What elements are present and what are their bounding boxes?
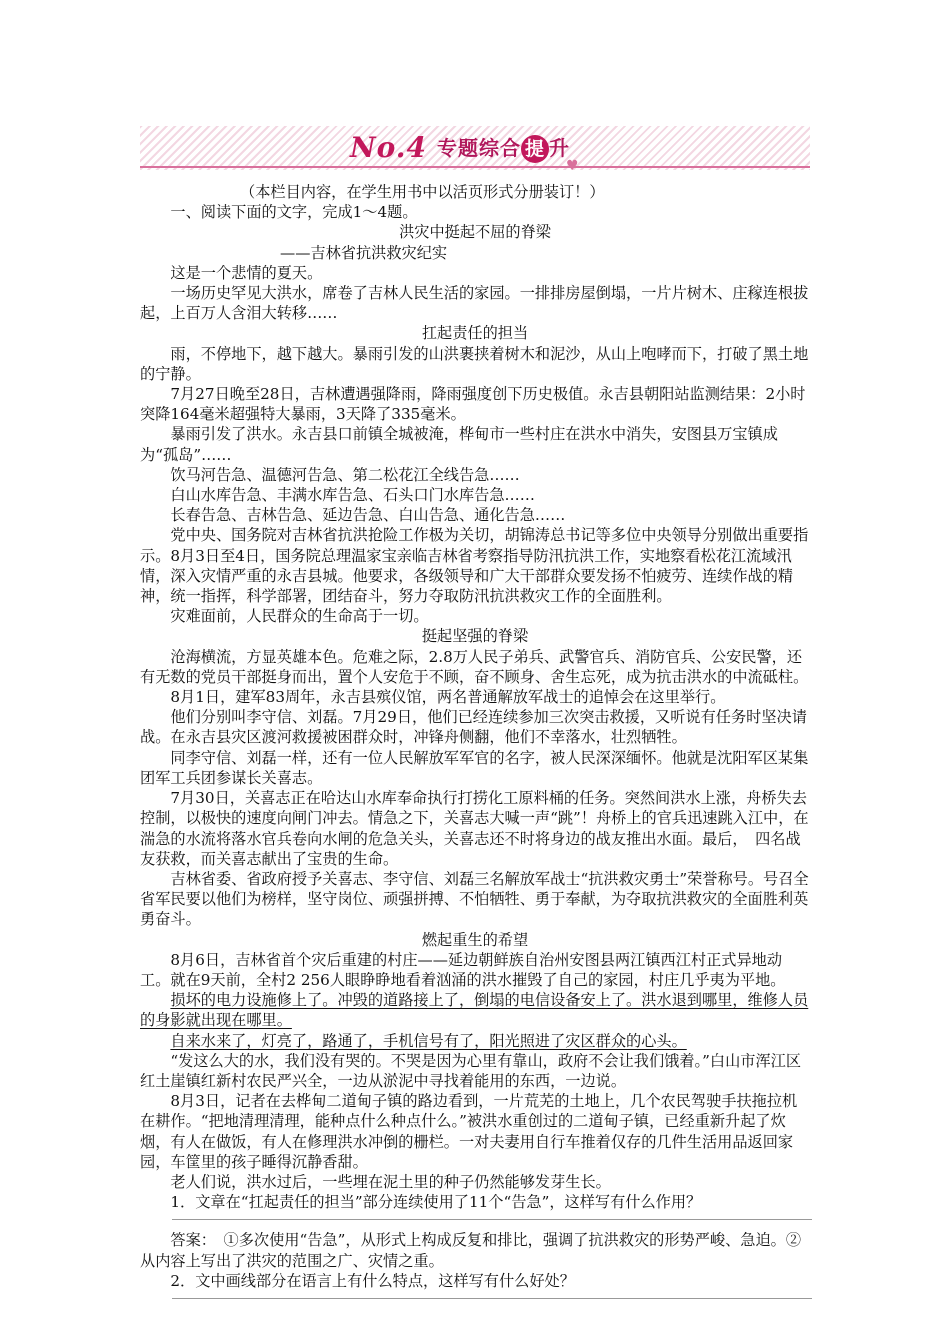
- section-heading: 挺起坚强的脊梁: [421, 627, 529, 646]
- article-subtitle: ——吉林省抗洪救灾纪实: [280, 243, 448, 262]
- paragraph: 沧海横流，方显英雄本色。危难之际，2.8万人民子弟兵、武警官兵、消防官兵、公安民警，还有无数的党员干部挺身而出，置个人安危于不顾，奋不顾身、舍生忘死，成为抗击洪水的中流砥柱。: [140, 647, 809, 686]
- question-2: 2．文中画线部分在语言上有什么特点，这样写有什么好处？: [170, 1271, 575, 1290]
- paragraph: 老人们说，洪水过后，一些埋在泥土里的种子仍然能够发芽生长。: [170, 1172, 611, 1191]
- banner-underline: [140, 166, 810, 168]
- binding-note: （本栏目内容，在学生用书中以活页形式分册装订！）: [240, 183, 605, 201]
- paragraph: 白山水库告急、丰满水库告急、石头口门水库告急……: [170, 486, 535, 505]
- paragraph: 雨，不停地下，越下越大。暴雨引发的山洪裹挟着树木和泥沙，从山上咆哮而下，打破了黑土地的宁静。: [140, 344, 809, 383]
- question-1: 1．文章在“扛起责任的担当”部分连续使用了11个“告急”，这样写有什么作用？: [170, 1193, 702, 1212]
- banner-title: [350, 130, 570, 164]
- paragraph: 暴雨引发了洪水。永吉县口前镇全城被淹，桦甸市一些村庄在洪水中消失，安图县万宝镇成为“孤岛”……: [140, 425, 778, 464]
- header-banner: [140, 126, 810, 174]
- section-title: 专题综合 提 升: [437, 132, 570, 163]
- paragraph: 灾难面前，人民群众的生命高于一切。: [170, 607, 429, 626]
- paragraph: 同李守信、刘磊一样，还有一位人民解放军军官的名字，被人民深深缅怀。他就是沈阳军区某集团军工兵团参谋长关喜志。: [140, 748, 809, 787]
- paragraph: “发这么大的水，我们没有哭的。不哭是因为心里有靠山，政府不会让我们饿着。”白山市浑江区红土崖镇红新村农民严兴全，一边从淤泥中寻找着能用的东西，一边说。: [140, 1051, 802, 1090]
- underlined-paragraph: 自来水来了，灯亮了，路通了，手机信号有了，阳光照进了灾区群众的心头。: [170, 1031, 687, 1050]
- paragraph: 8月3日，记者在去桦甸二道甸子镇的路边看到，一片荒芜的土地上，几个农民驾驶手扶拖拉机在耕作。“把地清理清理，能种点什么种点什么。”被洪水重创过的二道甸子镇，已经重新升起了炊烟，有人在做饭，有人在修理洪水冲倒的栅栏。一对夫妻用自行车推着仅存的几件生活用品返回家园，车筐里的孩子睡得沉静香甜。: [140, 1092, 798, 1171]
- paragraph: 这是一个悲情的夏天。: [170, 263, 323, 282]
- paragraph: 饮马河告急、温德河告急、第二松花江全线告急……: [170, 465, 520, 484]
- paragraph: 8月1日，建军83周年，永吉县殡仪馆，两名普通解放军战士的追悼会在这里举行。: [170, 688, 726, 707]
- answer-line: [172, 1298, 812, 1299]
- section-heading: 扛起责任的担当: [421, 324, 529, 343]
- reading-instruction: 一、阅读下面的文字，完成1～4题。: [170, 203, 418, 222]
- paragraph: 党中央、国务院对吉林省抗洪抢险工作极为关切，胡锦涛总书记等多位中央领导分别做出重要指示。8月3日至4日，国务院总理温家宝亲临吉林省考察指导防汛抗洪工作，实地察看松花江流域汛情，深入灾情严重的永吉县城。他要求，各级领导和广大干部群众要发扬不怕疲劳、连续作战的精神，统一指挥，科学部署，团结奋斗，努力夺取防汛抗洪救灾工作的全面胜利。: [140, 526, 809, 606]
- badge-icon: 提: [521, 135, 549, 163]
- paragraph: 他们分别叫李守信、刘磊。7月29日，他们已经连续参加三次突击救援，又听说有任务时坚决请战。在永吉县灾区渡河救援被困群众时，冲锋舟侧翻，他们不幸落水，壮烈牺牲。: [140, 708, 807, 747]
- answer-line: [172, 1219, 812, 1220]
- answer-1: 答案： ①多次使用“告急”，从形式上构成反复和排比，强调了抗洪救灾的形势严峻、急迫。②从内容上写出了洪灾的范围之广、灾情之重。: [140, 1231, 802, 1270]
- section-heading: 燃起重生的希望: [421, 930, 529, 949]
- paragraph: 长春告急、吉林告急、延边告急、白山告急、通化告急……: [170, 506, 566, 525]
- article-title: 洪灾中挺起不屈的脊梁: [399, 223, 551, 242]
- underlined-paragraph: 损坏的电力设施修上了。冲毁的道路接上了，倒塌的电信设备安上了。洪水退到哪里，维修人员的身影就出现在哪里。: [140, 991, 809, 1030]
- paragraph: 吉林省委、省政府授予关喜志、李守信、刘磊三名解放军战士“抗洪救灾勇士”荣誉称号。号召全省军民要以他们为榜样，坚守岗位、顽强拼搏、不怕牺牲、勇于奉献，为夺取抗洪救灾的全面胜利英勇奋斗。: [140, 869, 809, 929]
- section-number: No.4: [350, 130, 428, 164]
- heart-icon: ♥: [566, 158, 579, 174]
- main-content: [140, 182, 810, 1309]
- paragraph: 8月6日，吉林省首个灾后重建的村庄——延边朝鲜族自治州安图县两江镇西江村正式异地动工。就在9天前，全村2 256人眼睁睁地看着汹涌的洪水摧毁了自己的家园，村庄几乎夷为平地。: [140, 950, 786, 989]
- paragraph: 一场历史罕见大洪水，席卷了吉林人民生活的家园。一排排房屋倒塌，一片片树木、庄稼连根拔起，上百万人含泪大转移……: [140, 284, 809, 323]
- paragraph: 7月30日，关喜志正在哈达山水库奉命执行打捞化工原料桶的任务。突然间洪水上涨，舟桥失去控制，以极快的速度向闸门冲去。情急之下，关喜志大喊一声“跳”！舟桥上的官兵迅速跳入江中，在湍急的水流将落水官兵卷向水闸的危急关头，关喜志还不时将身边的战友推出水面。最后， 四名战友获救，而关喜志献出了宝贵的生命。: [140, 789, 809, 868]
- paragraph: 7月27日晚至28日，吉林遭遇强降雨，降雨强度创下历史极值。永吉县朝阳站监测结果：2小时突降164毫米超强特大暴雨，3天降了335毫米。: [140, 385, 806, 424]
